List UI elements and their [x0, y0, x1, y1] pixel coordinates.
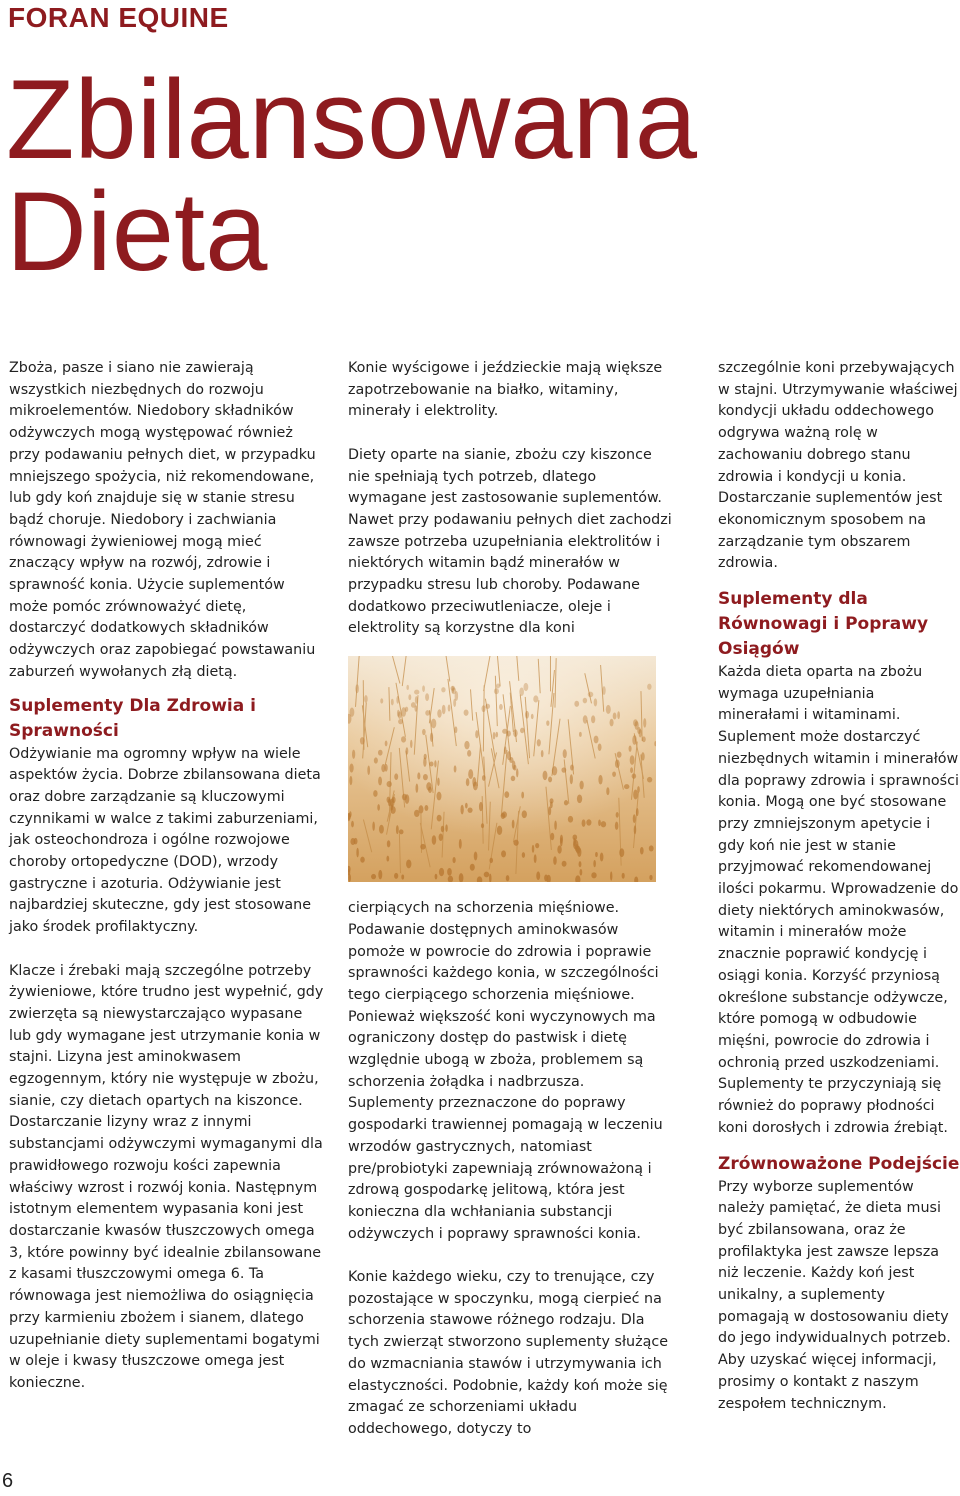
oat-field-image: [348, 656, 656, 882]
section-heading-approach: Zrównoważone Podejście: [718, 1153, 960, 1174]
respiratory-paragraph: szczególnie koni przebywających w stajni. Utrzymywanie właściwej kondycji układu oddechowego odgrywa ważną rolę w zachowaniu dobrego stanu zdrowia i kondycji u konia. Dostarczanie suplementów jest ekonomicznym sposobem na zarządzanie tym obszarem zdrowia.: [718, 360, 958, 572]
diet-needs-paragraph: Diety oparte na sianie, zbożu czy kiszonce nie spełniają tych potrzeb, dlatego wymagane jest zastosowanie suplementów. Nawet przy podawaniu pełnych diet zachodzi zawsze potrzeba uzupełniania elektrolitów i niektórych witamin bądź minerałów w przypadku stresu lub choroby. Podawane dodatkowo przeciwutleniacze, oleje i elektrolity są korzystne dla koni: [348, 446, 672, 637]
column-left: [9, 358, 327, 1395]
intro-paragraph: Zboża, pasze i siano nie zawierają wszystkich niezbędnych do rozwoju mikroelementów. Niedobory składników odżywczych mogą występować również przy podawaniu pełnych diet, w przypadku mniejszego spożycia, niż rekomendowane, lub gdy koń znajduje się w stanie stresu bądź choruje. Niedobory i zachwiania równowagi żywieniowej mogą mieć znaczący wpływ na rozwój, zdrowie i sprawność konia. Użycie suplementów może pomóc zrównoważyć dietę, dostarczyć dodatkowych składników odżywczych oraz zapobiegać powstawaniu zaburzeń wywołanych złą dietą.: [9, 360, 316, 680]
page-number: 6: [2, 1470, 14, 1492]
joints-paragraph: Konie każdego wieku, czy to trenujące, czy pozostające w spoczynku, mogą cierpieć na schorzenia stawowe różnego rodzaju. Dla tych zwierząt stworzono suplementy służące do wzmacniania stawów i utrzymywania ich elastyczności. Podobnie, każdy koń może się zmagać ze schorzeniami układu oddechowego, dotyczy to: [348, 1269, 669, 1437]
section-heading-health: Suplementy Dla Zdrowia i Sprawności: [9, 695, 256, 741]
section-heading-balance: Suplementy dla Równowagi i Poprawy Osiągów: [718, 589, 929, 660]
column-middle: [348, 358, 673, 1441]
balance-paragraph: Każda dieta oparta na zbożu wymaga uzupełniania minerałami i witaminami. Suplement może dostarczyć niezbędnych witamin i minerałów dla poprawy zdrowia i sprawności konia. Mogą one być stosowane przy zmniejszonym apetycie i gdy koń nie jest w stanie przyjmować rekomendowanej ilości pokarmu. Wprowadzenie do diety niektórych aminokwasów, witamin i minerałów może znacznie poprawić kondycję i osiągi konia. Korzyść przyniosą określone substancje odżywcze, które pomogą w odbudowie mięśni, powrocie do zdrowia i ochronią przed uszkodzeniami. Suplementy te przyczyniają się również do poprawy płodności koni dorosłych i zdrowia źrebiąt.: [718, 664, 959, 1136]
racehorses-paragraph: Konie wyścigowe i jeździeckie mają większe zapotrzebowanie na białko, witaminy, minerały i elektrolity.: [348, 360, 663, 420]
health-paragraph: Odżywianie ma ogromny wpływ na wiele aspektów życia. Dobrze zbilansowana dieta oraz dobre zarządzanie są kluczowymi czynnikami w walce z takimi zaburzeniami, jak osteochondroza i ogólne rozwojowe choroby ortopedyczne (DOD), wrzody gastryczne i azoturia. Odżywianie jest najbardziej skuteczne, gdy jest stosowane jako środek profilaktyczny.: [9, 745, 321, 936]
page-title-line-2: Dieta: [6, 169, 268, 294]
page-title-line-1: Zbilansowana: [6, 57, 698, 182]
page-title: [6, 57, 946, 294]
mares-foals-paragraph: Klacze i źrebaki mają szczególne potrzeby żywieniowe, które trudno jest wypełnić, gdy zwierzęta są niewystarczająco wypasane lub gdy wymagane jest utrzymanie konia w stajni. Lizyna jest aminokwasem egzogennym, który nie występuje w zbożu, sianie, czy dietach opartych na kiszonce. Dostarczanie lizyny wraz z innymi substancjami odżywczymi wymaganymi dla prawidłowego rozwoju kości zapewnia właściwy wzrost i rozwój konia. Następnym istotnym elementem wypasania koni jest dostarczanie kwasów tłuszczowych omega 3, które powinny być idealnie zbilansowane z kasami tłuszczowymi omega 6. Ta równowaga jest niemożliwa do osiągnięcia przy karmieniu zbożem i sianem, dlatego uzupełnianie diety suplementami bogatymi w oleje i kwasy tłuszczowe omega jest konieczne.: [9, 962, 324, 1391]
muscle-paragraph: cierpiących na schorzenia mięśniowe. Podawanie dostępnych aminokwasów pomoże w powrocie do zdrowia i poprawie sprawności każdego konia, w szczególności tego cierpiącego schorzenia mięśniowe. Ponieważ większość koni wyczynowych ma ograniczony dostęp do pastwisk i dietę względnie ubogą w zboża, problemem są schorzenia żołądka i nadbrzusza. Suplementy przeznaczone do poprawy gospodarki trawiennej pomagają w leczeniu wrzodów gastrycznych, natomiast pre/probiotyki zapewniają zrównoważoną i zdrową gospodarkę jelitową, która jest konieczna dla wchłaniania substancji odżywczych i poprawy sprawności konia.: [348, 900, 663, 1242]
brand-name: FORAN EQUINE: [8, 2, 229, 33]
column-right: [718, 358, 960, 1415]
approach-paragraph: Przy wyborze suplementów należy pamiętać, że dieta musi być zbilansowana, oraz że profilaktyka jest zawsze lepsza niż leczenie. Każdy koń jest unikalny, a suplementy pomagają w dostosowaniu diety do jego indywidualnych potrzeb. Aby uzyskać więcej informacji, prosimy o kontakt z naszym zespołem technicznym.: [718, 1178, 951, 1412]
